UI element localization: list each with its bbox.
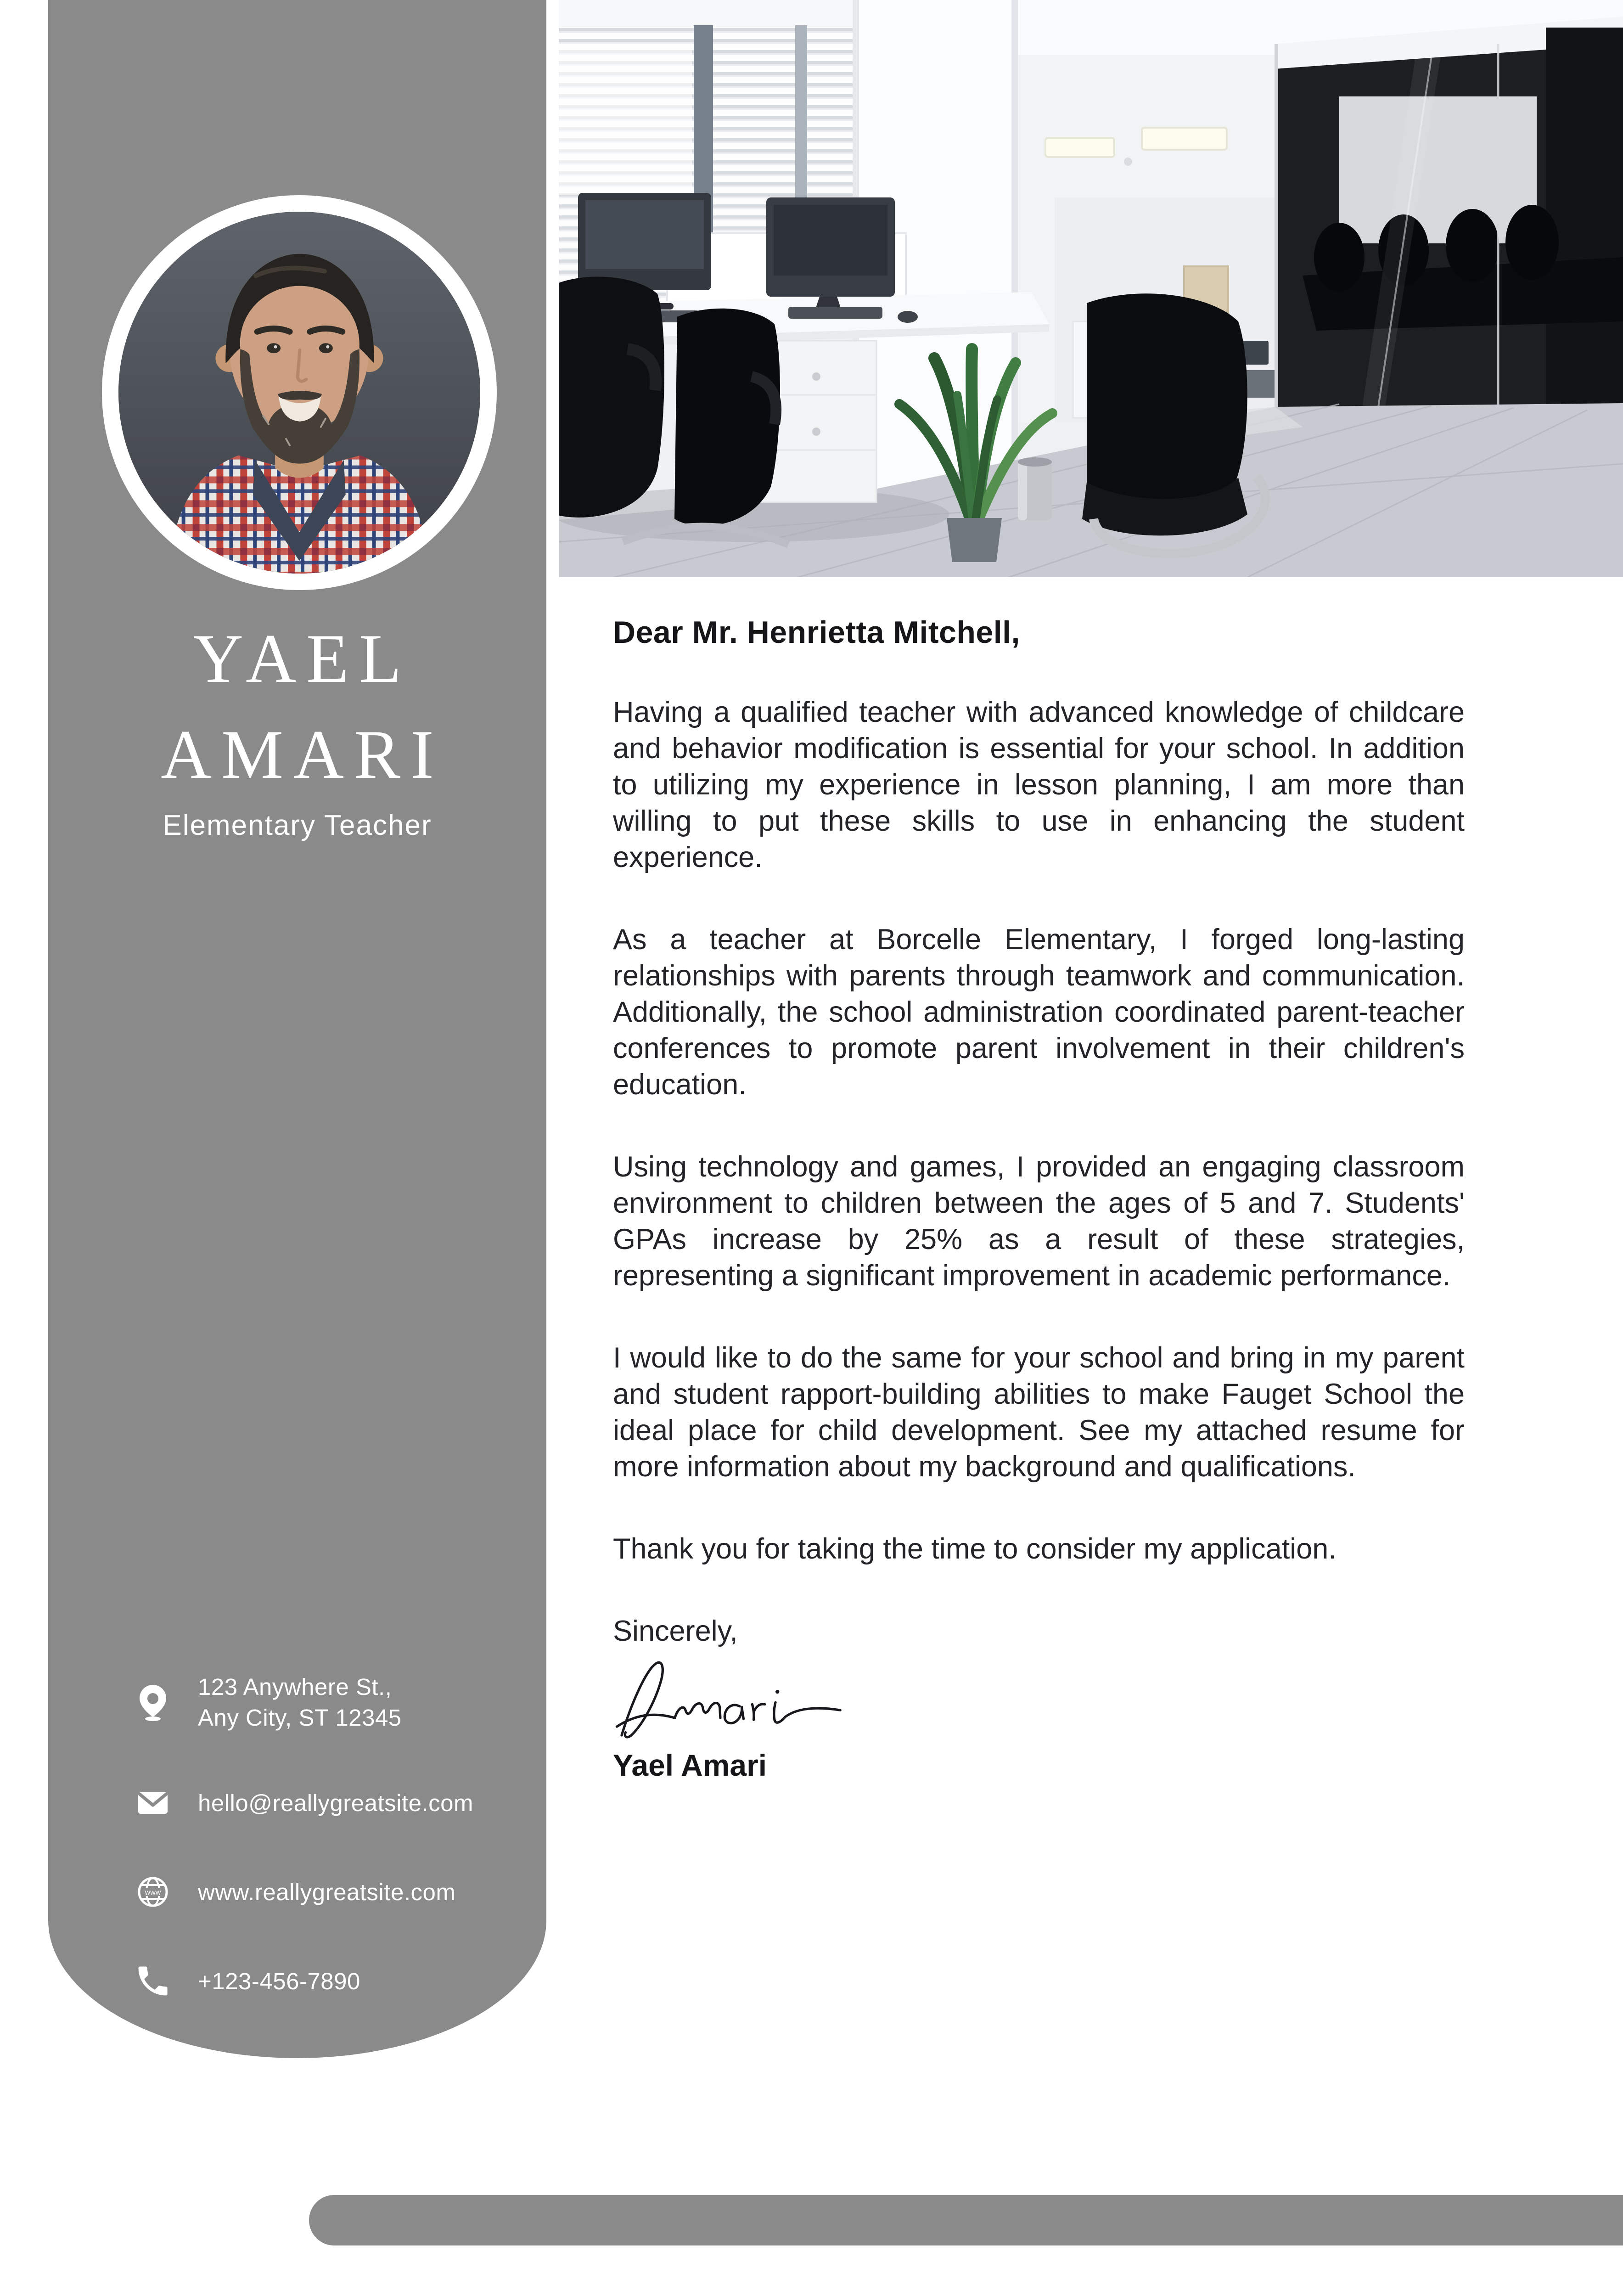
signature-script: [613, 1654, 1465, 1746]
signature-stroke: [613, 1654, 884, 1746]
contact-address: [134, 1671, 473, 1733]
signed-name: Yael Amari: [613, 1748, 767, 1783]
envelope-icon: [134, 1784, 172, 1822]
paragraph-5: Thank you for taking the time to consider my application.: [613, 1533, 1337, 1565]
paragraph-1: Having a qualified teacher with advanced knowledge of childcare and behavior modification is essential for your school. In addition to utilizing my experience in lesson planning, I am more than willing to put these skills to use in enhancing the student experience.: [613, 696, 1465, 873]
contact-address-text: 123 Anywhere St., Any City, ST 12345: [198, 1674, 402, 1731]
salutation: Dear Mr. Henrietta Mitchell,: [613, 615, 1020, 650]
paragraph-3: Using technology and games, I provided an engaging classroom environment to children between the ages of 5 and 7. Students' GPAs increase by 25% as a result of these strategies, representing a significant improvement in academic performance.: [613, 1151, 1465, 1292]
paragraph-2: As a teacher at Borcelle Elementary, I forged long-lasting relationships with parents through teamwork and communication. Additionally, the school administration coordinated parent-teacher conferences to promote parent involvement in their children's education.: [613, 923, 1465, 1101]
profile-role: Elementary Teacher: [163, 810, 432, 841]
contact-website-text: www.reallygreatsite.com: [198, 1879, 456, 1905]
contact-email-text: hello@reallygreatsite.com: [198, 1790, 474, 1816]
office-photo: [559, 0, 1623, 577]
sidebar: [48, 0, 546, 2058]
name-line-2: AMARI: [161, 716, 444, 793]
phone-icon: [134, 1962, 172, 2000]
contact-phone-text: +123-456-7890: [198, 1968, 360, 1994]
paragraph-4: I would like to do the same for your school and bring in my parent and student rapport-building abilities to make Fauget School the ideal place for child development. See my attached resume for more information about my background and qualifications.: [613, 1342, 1465, 1483]
name-line-1: YAEL: [193, 620, 412, 697]
contact-phone: [134, 1962, 473, 2000]
contact-list: [134, 1671, 473, 2000]
portrait-illustration: [118, 212, 480, 574]
profile-name: [48, 611, 546, 803]
profile-photo: [102, 195, 497, 590]
closing: Sincerely,: [613, 1615, 738, 1647]
contact-email: [134, 1784, 473, 1822]
letter-body: [613, 614, 1465, 1783]
contact-website: [134, 1873, 473, 1911]
location-pin-icon: [134, 1683, 172, 1722]
svg-text:www: www: [145, 1889, 161, 1896]
globe-icon: [134, 1873, 172, 1911]
office-scene: [559, 0, 1623, 577]
bottom-accent-bar: [309, 2195, 1623, 2245]
